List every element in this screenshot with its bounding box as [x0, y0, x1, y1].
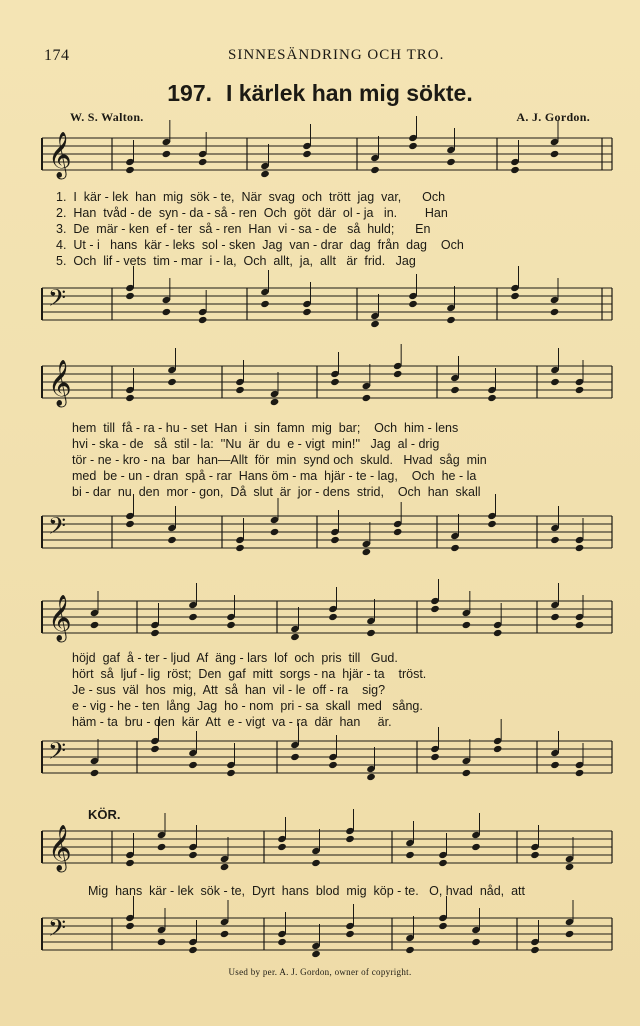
- svg-text:𝄢: 𝄢: [48, 512, 67, 545]
- svg-text:𝄞: 𝄞: [48, 360, 72, 406]
- verse-lyrics-2: [72, 420, 640, 500]
- lyric-line: häm - ta bru - den kär Att e - vigt va - ra där han är.: [72, 715, 392, 729]
- verse-lyrics-3: [72, 650, 640, 730]
- svg-text:𝄢: 𝄢: [48, 284, 67, 317]
- bass-staff: [42, 735, 612, 785]
- lyric-line: 2. Han tvåd - de syn - da - så - ren Och göt där ol - ja in. Han: [56, 206, 448, 220]
- chorus-lyrics: [88, 883, 640, 899]
- lyric-line: med be - un - dran spå - rar Hans öm - ma hjär - te - lag, Och he - la: [72, 469, 477, 483]
- treble-staff: [42, 132, 612, 182]
- svg-text:𝄞: 𝄞: [48, 825, 72, 871]
- running-title: SINNESÄNDRING OCH TRO.: [228, 47, 445, 63]
- lyric-line: bi - dar nu den mor - gon, Då slut är jor - dens strid, Och han skall: [72, 485, 481, 499]
- svg-text:𝄞: 𝄞: [48, 595, 72, 641]
- svg-text:𝄞: 𝄞: [48, 132, 72, 178]
- lyric-line: hem till få - ra - hu - set Han i sin famn mig bar; Och him - lens: [72, 421, 459, 435]
- music-system-2: [42, 360, 612, 550]
- lyric-line: tör - ne - kro - na bar han—Allt för min synd och skuld. Hvad såg min: [72, 453, 487, 467]
- music-system-1: [42, 132, 612, 332]
- bass-staff: [42, 510, 612, 560]
- treble-staff: [42, 360, 612, 410]
- bass-staff: [42, 282, 612, 332]
- page-number: 174: [44, 47, 70, 64]
- music-system-4: [42, 825, 612, 965]
- svg-text:𝄢: 𝄢: [48, 737, 67, 770]
- composer: A. J. Gordon.: [516, 110, 590, 124]
- lyric-line: hvi - ska - de så stil - la: ''Nu är du e - vigt min!'' Jag al - drig: [72, 437, 440, 451]
- bass-staff: [42, 912, 612, 962]
- page-header: [0, 47, 640, 71]
- svg-text:𝄢: 𝄢: [48, 914, 67, 947]
- hymn-number: 197.: [167, 80, 213, 106]
- hymn-title-line: [0, 80, 640, 107]
- chorus-label: KÖR.: [88, 807, 121, 822]
- lyric-line: 3. De mär - ken ef - ter så - ren Han vi - sa - de så huld; En: [56, 222, 431, 236]
- lyric-line: 4. Ut - i hans kär - leks sol - sken Jag van - drar dag från dag Och: [56, 238, 464, 252]
- lyric-line: 1. I kär - lek han mig sök - te, När svag och trött jag var, Och: [56, 190, 446, 204]
- lyric-line: hört så ljuf - lig röst; Den gaf mitt sorgs - na hjär - ta tröst.: [72, 667, 427, 681]
- lyric-line: Mig hans kär - lek sök - te, Dyrt hans blod mig köp - te. O, hvad nåd, att: [88, 884, 525, 898]
- lyric-line: e - vig - he - ten lång Jag ho - nom pri - sa skall med sång.: [72, 699, 423, 713]
- treble-staff: [42, 595, 612, 645]
- treble-staff: [42, 825, 612, 875]
- copyright-footer: Used by per. A. J. Gordon, owner of copyright.: [228, 967, 412, 977]
- music-system-3: [42, 595, 612, 785]
- verse-lyrics-1: [56, 189, 626, 269]
- lyric-line: Je - sus väl hos mig, Att så han vil - le off - ra sig?: [72, 683, 386, 697]
- lyricist: W. S. Walton.: [70, 110, 144, 124]
- hymn-title: I kärlek han mig sökte.: [226, 80, 473, 106]
- lyric-line: höjd gaf å - ter - ljud Af äng - lars lof och pris till Gud.: [72, 651, 398, 665]
- hymn-credits: [70, 110, 590, 126]
- lyric-line: 5. Och lif - vets tim - mar i - la, Och allt, ja, allt är frid. Jag: [56, 254, 416, 268]
